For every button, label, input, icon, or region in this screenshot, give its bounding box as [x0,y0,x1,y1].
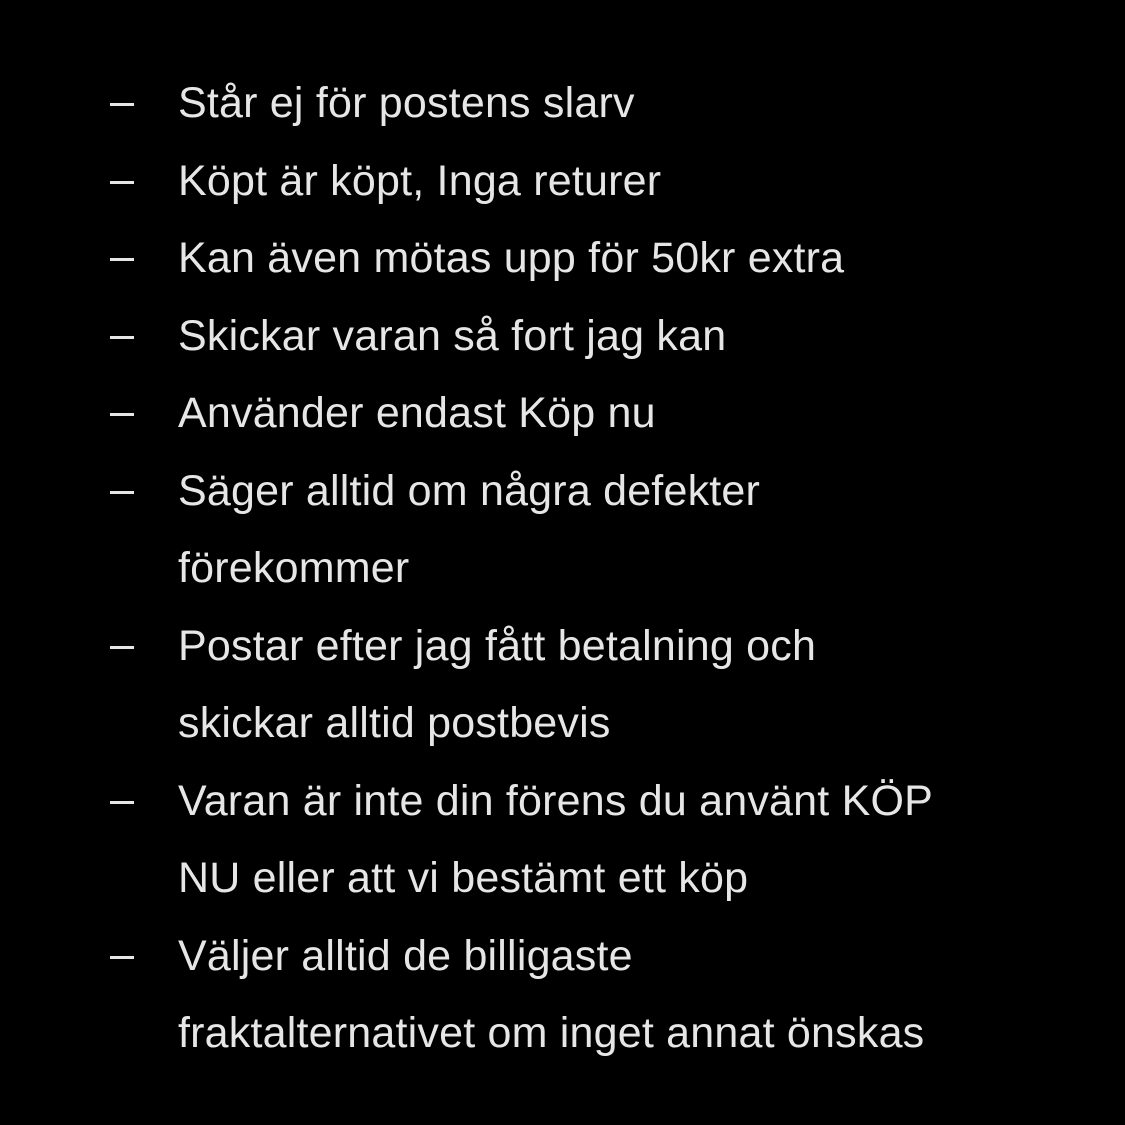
dash-bullet-icon [110,220,136,298]
dash-bullet-icon [110,763,136,841]
dash-bullet-icon [110,453,136,531]
list-item [0,65,1125,143]
list-item [0,220,1125,298]
list-item-text-continuation: skickar alltid postbevis [178,699,611,747]
dash-bullet-icon [110,143,136,221]
list-item [0,298,1125,376]
list-item-text: Skickar varan så fort jag kan [178,311,727,360]
list-item-text-continuation: fraktalternativet om inget annat önskas [178,1009,925,1057]
terms-list [0,65,1125,1073]
list-item [0,375,1125,453]
dash-bullet-icon [110,65,136,143]
dash-bullet-icon [110,608,136,686]
list-item [0,918,1125,1073]
dash-bullet-icon [110,298,136,376]
list-item-text: Står ej för postens slarv [178,79,635,127]
list-item-text: Köpt är köpt, Inga returer [178,156,662,205]
dash-bullet-icon [110,375,136,453]
list-item [0,453,1125,608]
list-item-text: Postar efter jag fått betalning och [178,621,817,670]
list-item [0,763,1125,918]
list-item-text: Säger alltid om några defekter [178,466,761,515]
list-item-text: Använder endast Köp nu [178,389,656,437]
list-item-text: Kan även mötas upp för 50kr extra [178,234,845,282]
list-item-text-continuation: NU eller att vi bestämt ett köp [178,854,749,902]
list-item-text: Varan är inte din förens du använt KÖP [178,776,933,825]
list-item [0,143,1125,221]
list-item [0,608,1125,763]
list-item-text: Väljer alltid de billigaste [178,931,633,980]
dash-bullet-icon [110,918,136,996]
list-item-text-continuation: förekommer [178,544,410,592]
